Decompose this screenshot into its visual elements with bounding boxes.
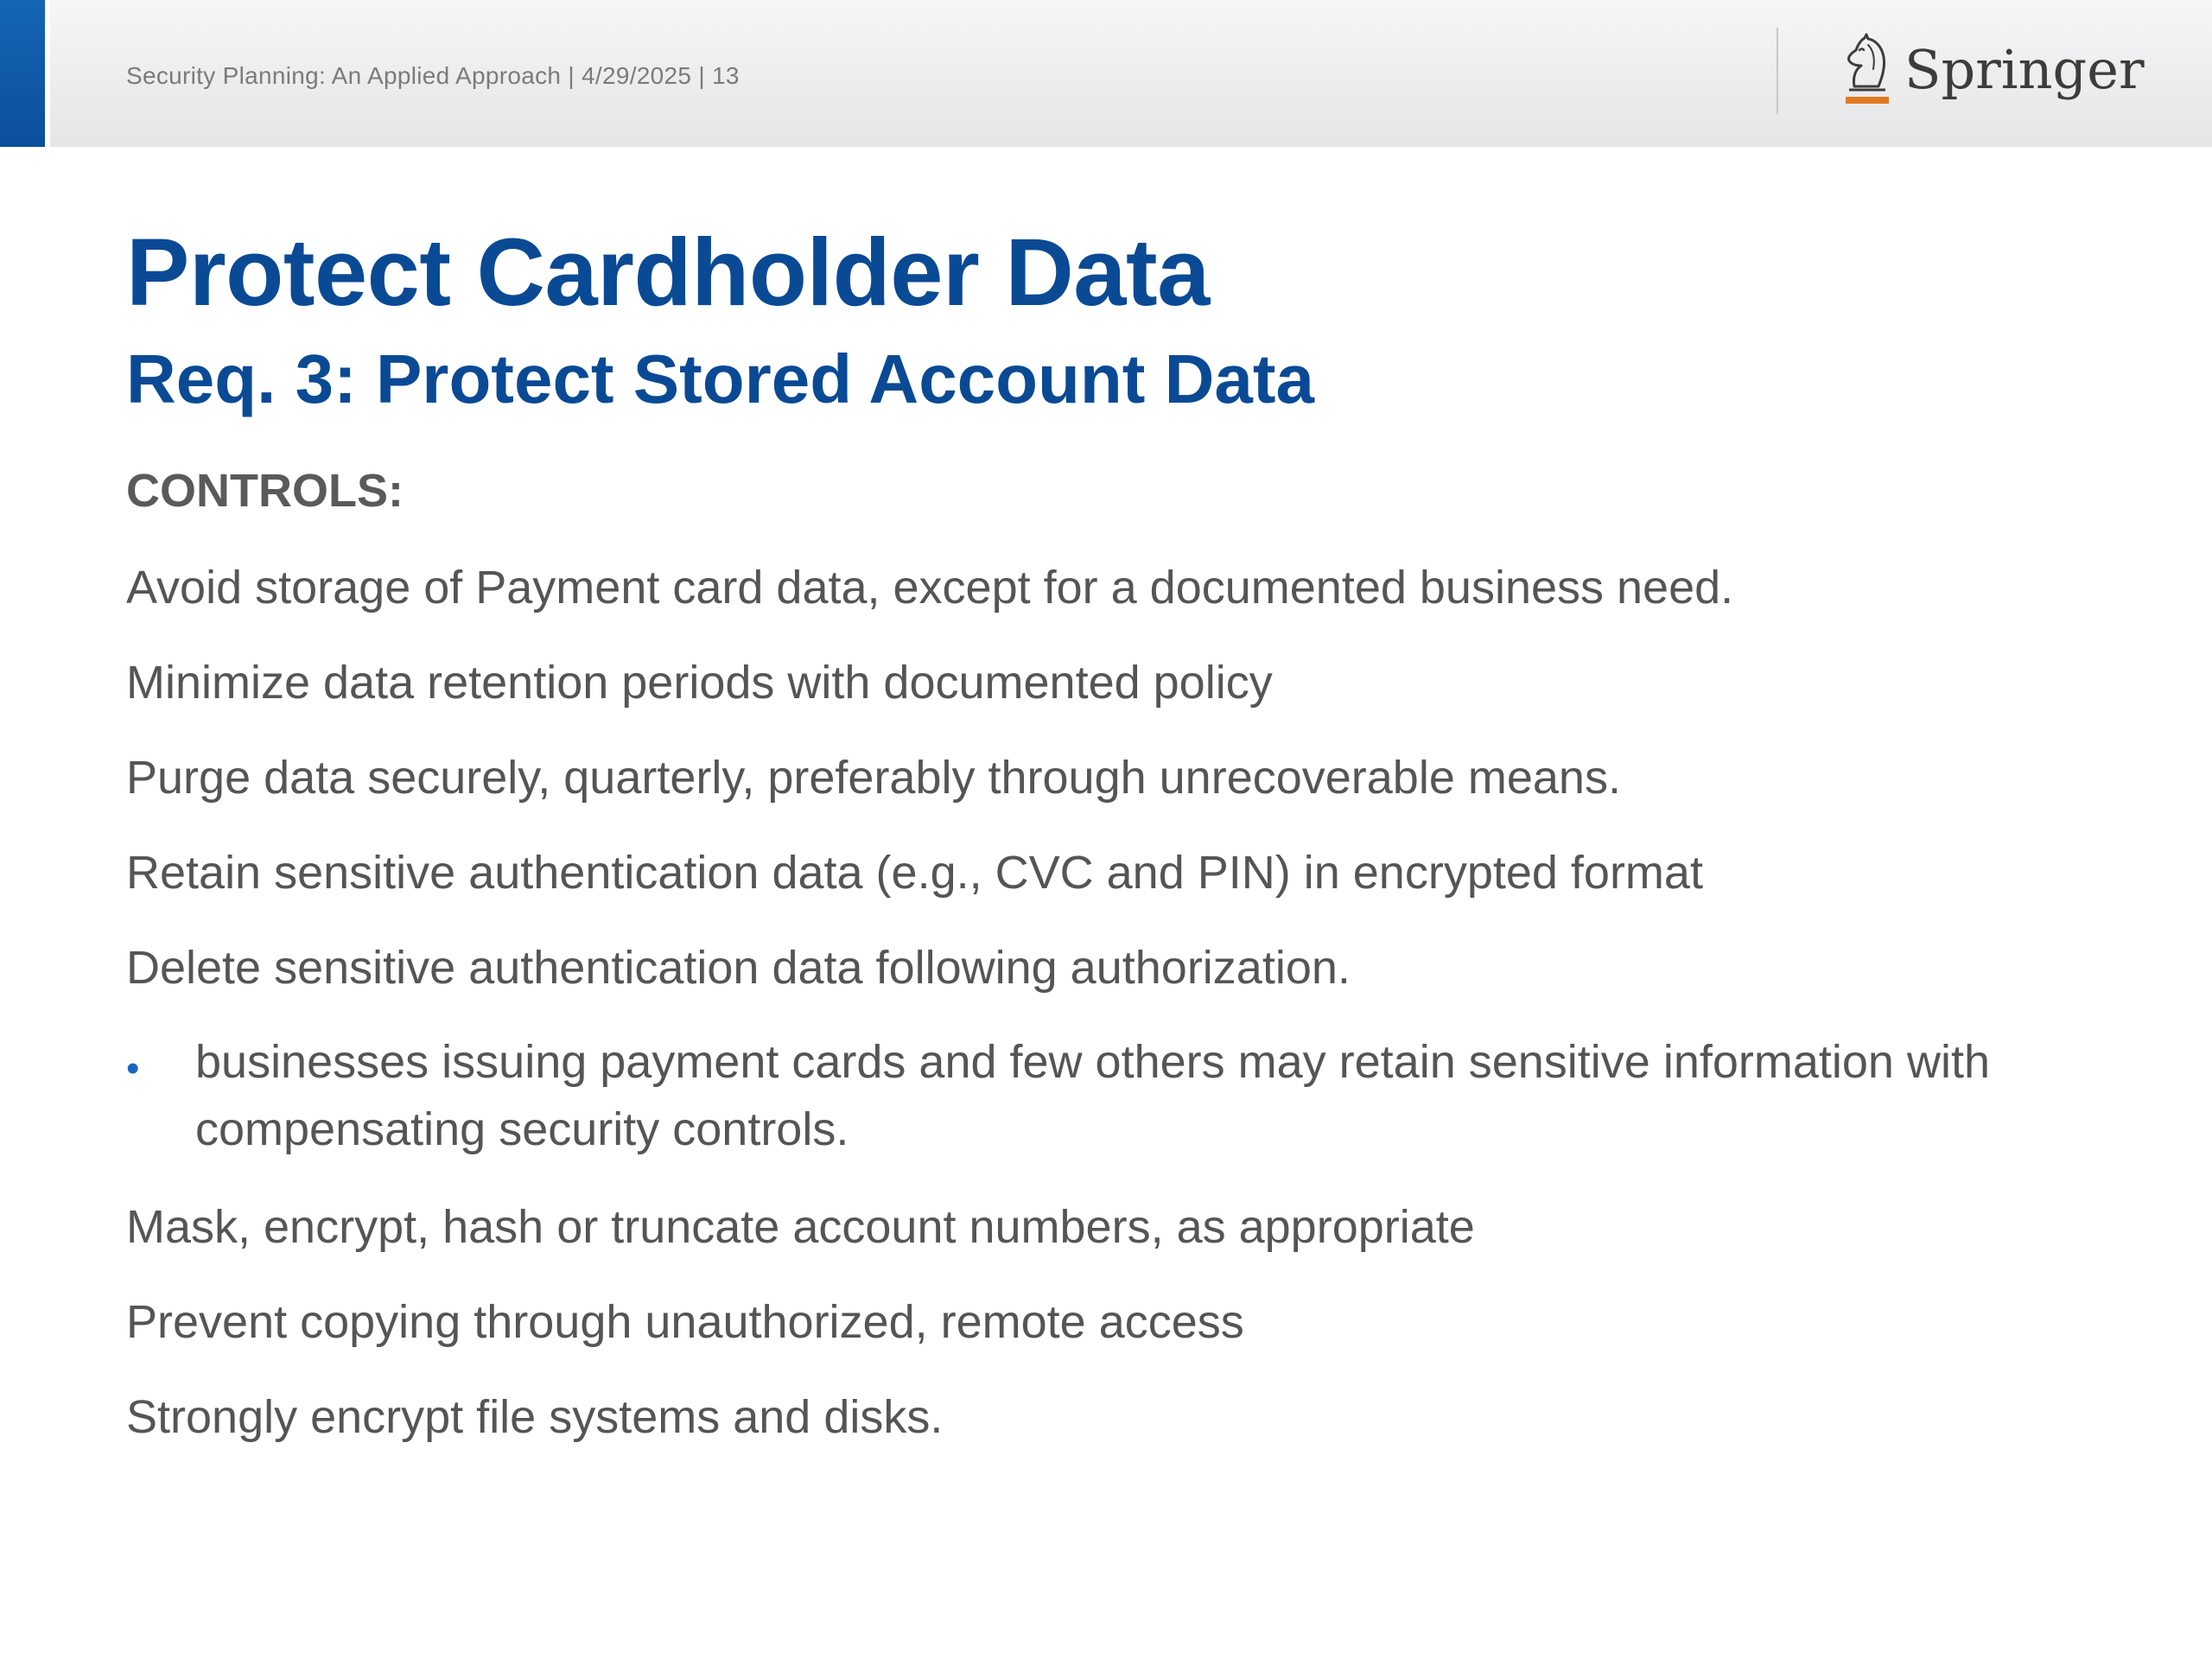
springer-chess-knight-icon (1835, 31, 1897, 109)
slide-footer-info: Security Planning: An Applied Approach | 4/29/2025 | 13 (126, 62, 740, 89)
control-item: Prevent copying through unauthorized, remote access (126, 1296, 1244, 1348)
slide-title: Protect Cardholder Data (126, 219, 1210, 326)
slide-header (0, 0, 2212, 147)
controls-heading: CONTROLS: (126, 465, 404, 517)
bullet-subitem: businesses issuing payment cards and few others may retain sensitive information with compensating security controls. (195, 1036, 1990, 1156)
bullet-marker: • (126, 1047, 140, 1090)
springer-wordmark: Springer (1904, 38, 2145, 101)
control-item: Retain sensitive authentication data (e.g., CVC and PIN) in encrypted format (126, 847, 1703, 899)
slide-subtitle: Req. 3: Protect Stored Account Data (126, 340, 1315, 417)
control-item: Minimize data retention periods with documented policy (126, 657, 1273, 709)
header-divider (1777, 28, 1778, 114)
control-item: Purge data securely, quarterly, preferably through unrecoverable means. (126, 752, 1621, 804)
control-item: Strongly encrypt file systems and disks. (126, 1391, 944, 1443)
springer-logo (1835, 31, 2145, 109)
header-accent-gap (45, 0, 50, 147)
control-item: Avoid storage of Payment card data, except for a documented business need. (126, 562, 1734, 613)
control-item: Mask, encrypt, hash or truncate account numbers, as appropriate (126, 1201, 1475, 1253)
control-item: Delete sensitive authentication data following authorization. (126, 942, 1351, 994)
header-accent-bar (0, 0, 45, 147)
